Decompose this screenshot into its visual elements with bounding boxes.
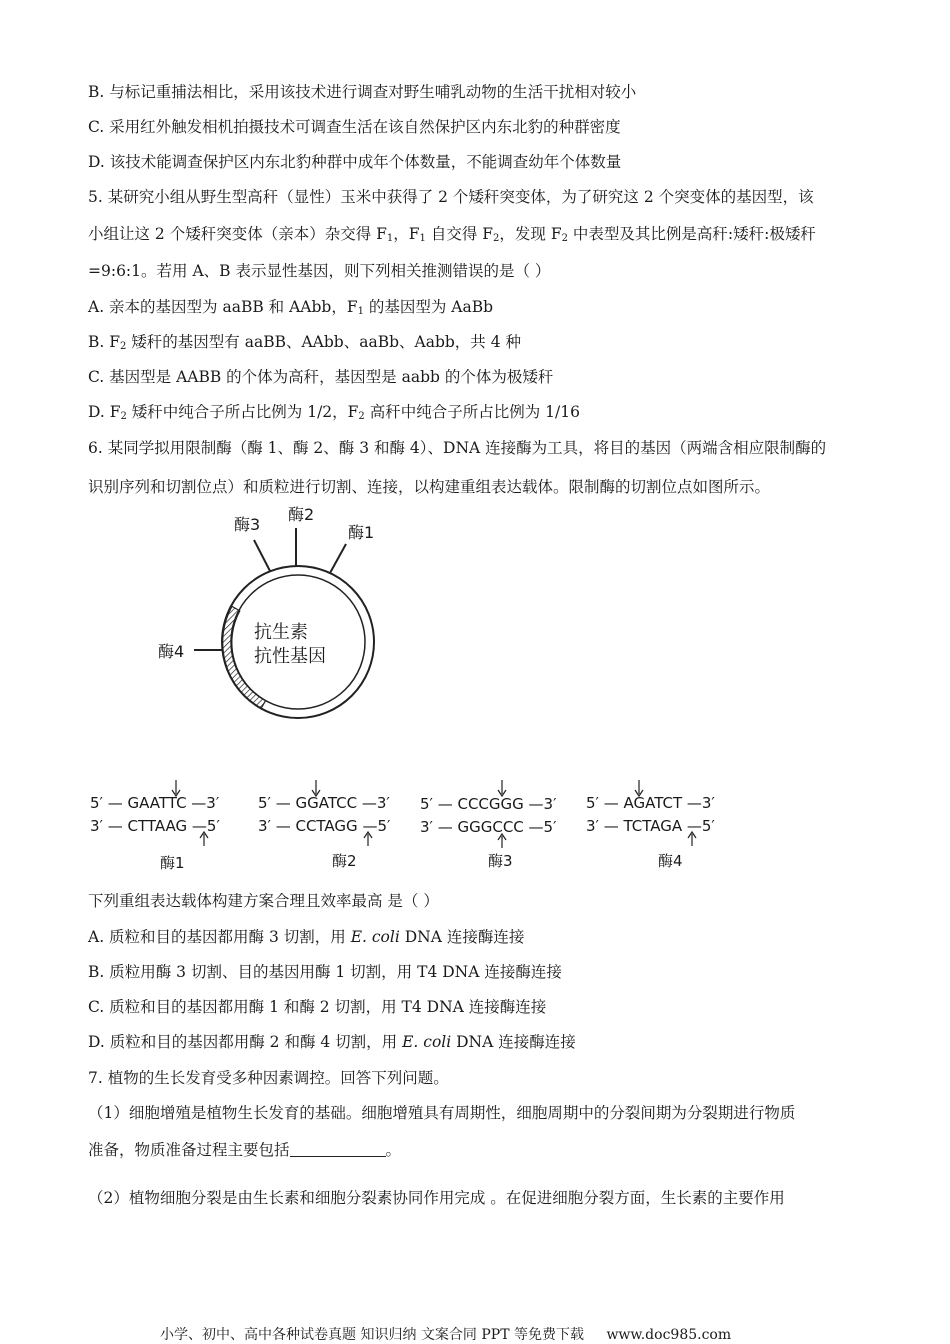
- q5-option-a: A. 亲本的基因型为 aaBB 和 AAbb，$F_1$ 的基因型为 AaBb: [88, 298, 494, 317]
- plasmid-label-enzyme4: 酶4: [158, 642, 185, 661]
- gene-label-line2: 抗性基因: [254, 646, 326, 667]
- enzyme-sequences: [80, 772, 760, 872]
- q7-part1-line1: （1）细胞增殖是植物生长发育的基础。细胞增殖具有周期性，细胞周期中的分裂间期为分裂期进行物质: [88, 1104, 796, 1122]
- q4-option-d: D. 该技术能调查保护区内东北豹种群中成年个体数量，不能调查幼年个体数量: [88, 153, 622, 171]
- q5-stem-line3: =9:6:1。若用 A、B 表示显性基因，则下列相关推测错误的是（ ）: [88, 262, 551, 280]
- enzyme2-bottom-strand: 3′ — CCTAGG —5′: [258, 817, 391, 835]
- enzyme3-label: 酶3: [488, 852, 513, 870]
- q5-stem-line1: 5. 某研究小组从野生型高秆（显性）玉米中获得了 2 个矮秆突变体，为了研究这 2 个突变体的基因型，该: [88, 188, 814, 206]
- q6-option-b: B. 质粒用酶 3 切割、目的基因用酶 1 切割，用 T4 DNA 连接酶连接: [88, 963, 562, 981]
- q6-option-c: C. 质粒和目的基因都用酶 1 和酶 2 切割，用 T4 DNA 连接酶连接: [88, 998, 547, 1016]
- q7-part1-line2: 准备，物质准备过程主要包括 。: [88, 1141, 402, 1159]
- enzyme2-label: 酶2: [332, 852, 357, 870]
- enzyme2-top-strand: 5′ — GGATCC —3′: [258, 794, 390, 812]
- enzyme4-top-strand: 5′ — AGATCT —3′: [586, 794, 715, 812]
- q5-stem-line2: 小组让这 2 个矮秆突变体（亲本）杂交得 $F_1$，$F_1$ 自交得 $F_2$，发现 $F_2$ 中表型及其比例是高秆:矮秆:极矮秆: [88, 225, 816, 244]
- enzyme4-sequence: [586, 780, 715, 870]
- plasmid-label-enzyme3: 酶3: [234, 515, 261, 534]
- q5-option-b: B. $F_2$ 矮秆的基因型有 aaBB、AAbb、aaBb、Aabb，共 4 种: [88, 333, 522, 352]
- enzyme4-label: 酶4: [658, 852, 683, 870]
- plasmid-label-enzyme2: 酶2: [288, 505, 315, 524]
- q5-option-d: D. $F_2$ 矮秆中纯合子所占比例为 1/2，$F_2$ 高秆中纯合子所占比例为 1/16: [88, 403, 580, 422]
- q7-part2-line1: （2）植物细胞分裂是由生长素和细胞分裂素协同作用完成 。在促进细胞分裂方面，生长素的主要作用: [88, 1189, 785, 1207]
- q6-option-d: D. 质粒和目的基因都用酶 2 和酶 4 切割，用 E. coli DNA 连接酶连接: [88, 1033, 576, 1051]
- enzyme3-top-strand: 5′ — CCCGGG —3′: [420, 795, 557, 813]
- enzyme1-sequence: [90, 780, 220, 872]
- enzyme1-site-line: [330, 544, 346, 573]
- enzyme1-bottom-strand: 3′ — CTTAAG —5′: [90, 817, 220, 835]
- enzyme3-sequence: [420, 780, 557, 870]
- enzyme1-top-strand: 5′ — GAATTC —3′: [90, 794, 220, 812]
- enzyme1-label: 酶1: [160, 854, 185, 872]
- enzyme2-sequence: [258, 780, 391, 870]
- footer-url[interactable]: www.doc985.com: [606, 1327, 732, 1343]
- q7-stem: 7. 植物的生长发育受多种因素调控。回答下列问题。: [88, 1069, 449, 1087]
- page-footer: [160, 1324, 735, 1344]
- q4-option-c: C. 采用红外触发相机拍摄技术可调查生活在该自然保护区内东北豹的种群密度: [88, 118, 621, 136]
- plasmid-diagram: [150, 500, 390, 720]
- enzyme3-site-line: [254, 540, 270, 571]
- footer-text: 小学、初中、高中各种试卷真题 知识归纳 文案合同 PPT 等免费下载: [160, 1327, 584, 1343]
- q6-option-a: A. 质粒和目的基因都用酶 3 切割，用 E. coli DNA 连接酶连接: [88, 928, 525, 946]
- q5-option-c: C. 基因型是 AABB 的个体为高秆，基因型是 aabb 的个体为极矮秆: [88, 368, 554, 386]
- enzyme4-bottom-strand: 3′ — TCTAGA —5′: [586, 817, 715, 835]
- enzyme3-bottom-strand: 3′ — GGGCCC —5′: [420, 818, 557, 836]
- gene-label-line1: 抗生素: [254, 622, 308, 643]
- q4-option-b: B. 与标记重捕法相比，采用该技术进行调查对野生哺乳动物的生活干扰相对较小: [88, 83, 637, 101]
- q6-stem-line2: 识别序列和切割位点）和质粒进行切割、连接，以构建重组表达载体。限制酶的切割位点如图所示。: [88, 478, 771, 496]
- plasmid-label-enzyme1: 酶1: [348, 523, 375, 542]
- answer-blank[interactable]: [290, 1142, 386, 1157]
- q6-question: 下列重组表达载体构建方案合理且效率最高 是（ ）: [88, 892, 439, 910]
- q6-stem-line1: 6. 某同学拟用限制酶（酶 1、酶 2、酶 3 和酶 4）、DNA 连接酶为工具，将目的基因（两端含相应限制酶的: [88, 439, 827, 457]
